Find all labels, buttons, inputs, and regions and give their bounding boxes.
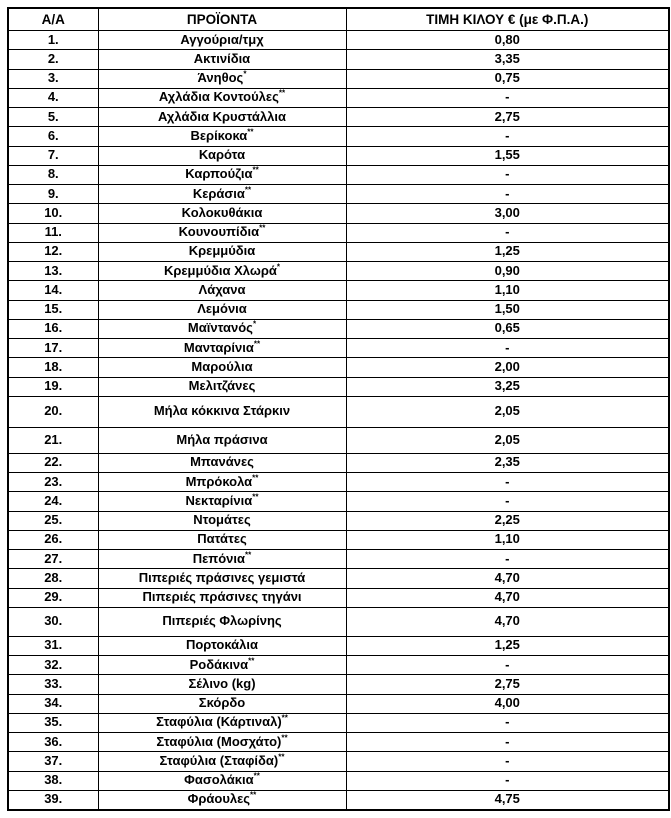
product-name-cell: Νεκταρίνια** bbox=[98, 492, 346, 511]
footnote-marker: ** bbox=[281, 733, 288, 743]
col-header-price: ΤΙΜΗ ΚΙΛΟΥ € (με Φ.Π.Α.) bbox=[346, 8, 669, 31]
product-name-cell: Αχλάδια Κοντούλες** bbox=[98, 88, 346, 107]
product-name-cell: Μπρόκολα** bbox=[98, 473, 346, 492]
table-row bbox=[8, 771, 669, 790]
row-number-cell: 20. bbox=[8, 396, 98, 427]
price-cell: 4,75 bbox=[346, 790, 669, 810]
table-row bbox=[8, 656, 669, 675]
footnote-marker: ** bbox=[259, 223, 266, 233]
row-number-cell: 27. bbox=[8, 550, 98, 569]
price-cell: 0,80 bbox=[346, 31, 669, 50]
row-number-cell: 18. bbox=[8, 358, 98, 377]
row-number-cell: 23. bbox=[8, 473, 98, 492]
price-cell: - bbox=[346, 733, 669, 752]
price-cell: 0,90 bbox=[346, 262, 669, 281]
product-name-cell: Κρεμμύδια bbox=[98, 242, 346, 261]
product-name-cell: Κουνουπίδια** bbox=[98, 223, 346, 242]
row-number-cell: 9. bbox=[8, 185, 98, 204]
price-cell: 4,70 bbox=[346, 607, 669, 636]
product-name-cell: Σκόρδο bbox=[98, 694, 346, 713]
table-row bbox=[8, 146, 669, 165]
price-cell: - bbox=[346, 473, 669, 492]
product-name-cell: Μπανάνες bbox=[98, 453, 346, 472]
price-cell: 0,65 bbox=[346, 319, 669, 338]
product-name-cell: Λεμόνια bbox=[98, 300, 346, 319]
product-name-cell: Ντομάτες bbox=[98, 511, 346, 530]
table-body bbox=[8, 31, 669, 811]
price-cell: 4,00 bbox=[346, 694, 669, 713]
row-number-cell: 32. bbox=[8, 656, 98, 675]
row-number-cell: 26. bbox=[8, 530, 98, 549]
product-name-cell: Μανταρίνια** bbox=[98, 339, 346, 358]
price-cell: - bbox=[346, 492, 669, 511]
row-number-cell: 7. bbox=[8, 146, 98, 165]
product-name-cell: Μήλα κόκκινα Στάρκιν bbox=[98, 396, 346, 427]
row-number-cell: 15. bbox=[8, 300, 98, 319]
product-name-cell: Πιπεριές πράσινες γεμιστά bbox=[98, 569, 346, 588]
price-cell: - bbox=[346, 185, 669, 204]
price-cell: 2,35 bbox=[346, 453, 669, 472]
table-row bbox=[8, 31, 669, 50]
footnote-marker: ** bbox=[253, 771, 260, 781]
price-cell: 3,25 bbox=[346, 377, 669, 396]
product-name-cell: Φράουλες** bbox=[98, 790, 346, 810]
row-number-cell: 35. bbox=[8, 713, 98, 732]
row-number-cell: 13. bbox=[8, 262, 98, 281]
table-row bbox=[8, 453, 669, 472]
product-name-cell: Σταφύλια (Κάρτιναλ)** bbox=[98, 713, 346, 732]
product-name-cell: Μαϊντανός* bbox=[98, 319, 346, 338]
table-row bbox=[8, 588, 669, 607]
price-cell: 1,50 bbox=[346, 300, 669, 319]
product-name-cell: Κολοκυθάκια bbox=[98, 204, 346, 223]
table-row bbox=[8, 607, 669, 636]
row-number-cell: 34. bbox=[8, 694, 98, 713]
price-cell: 2,00 bbox=[346, 358, 669, 377]
table-row bbox=[8, 319, 669, 338]
table-row bbox=[8, 694, 669, 713]
price-cell: - bbox=[346, 713, 669, 732]
row-number-cell: 16. bbox=[8, 319, 98, 338]
table-row bbox=[8, 223, 669, 242]
price-cell: 4,70 bbox=[346, 588, 669, 607]
table-row bbox=[8, 752, 669, 771]
table-row bbox=[8, 339, 669, 358]
table-row bbox=[8, 358, 669, 377]
price-cell: - bbox=[346, 165, 669, 184]
row-number-cell: 12. bbox=[8, 242, 98, 261]
price-cell: 2,05 bbox=[346, 396, 669, 427]
table-row bbox=[8, 790, 669, 810]
price-cell: - bbox=[346, 88, 669, 107]
table-row bbox=[8, 50, 669, 69]
row-number-cell: 4. bbox=[8, 88, 98, 107]
product-name-cell: Ροδάκινα** bbox=[98, 656, 346, 675]
price-cell: 2,25 bbox=[346, 511, 669, 530]
price-cell: - bbox=[346, 339, 669, 358]
price-cell: 1,25 bbox=[346, 636, 669, 655]
footnote-marker: * bbox=[252, 320, 257, 330]
col-header-index: Α/Α bbox=[8, 8, 98, 31]
table-row bbox=[8, 492, 669, 511]
row-number-cell: 38. bbox=[8, 771, 98, 790]
price-cell: - bbox=[346, 550, 669, 569]
table-row bbox=[8, 185, 669, 204]
product-name-cell: Πορτοκάλια bbox=[98, 636, 346, 655]
product-name-cell: Μήλα πράσινα bbox=[98, 427, 346, 453]
footnote-marker: ** bbox=[252, 166, 259, 176]
product-name-cell: Αχλάδια Κρυστάλλια bbox=[98, 108, 346, 127]
price-cell: - bbox=[346, 771, 669, 790]
footnote-marker: ** bbox=[245, 550, 252, 560]
product-name-cell: Κρεμμύδια Χλωρά* bbox=[98, 262, 346, 281]
table-row bbox=[8, 713, 669, 732]
row-number-cell: 24. bbox=[8, 492, 98, 511]
row-number-cell: 11. bbox=[8, 223, 98, 242]
footnote-marker: ** bbox=[250, 791, 257, 801]
price-table bbox=[7, 7, 670, 811]
product-name-cell: Σταφύλια (Μοσχάτο)** bbox=[98, 733, 346, 752]
table-row bbox=[8, 511, 669, 530]
row-number-cell: 25. bbox=[8, 511, 98, 530]
product-name-cell: Βερίκοκα** bbox=[98, 127, 346, 146]
row-number-cell: 8. bbox=[8, 165, 98, 184]
table-row bbox=[8, 377, 669, 396]
table-row bbox=[8, 88, 669, 107]
product-name-cell: Φασολάκια** bbox=[98, 771, 346, 790]
price-cell: - bbox=[346, 656, 669, 675]
price-cell: - bbox=[346, 752, 669, 771]
header-row bbox=[8, 8, 669, 31]
row-number-cell: 30. bbox=[8, 607, 98, 636]
row-number-cell: 2. bbox=[8, 50, 98, 69]
row-number-cell: 37. bbox=[8, 752, 98, 771]
price-cell: 0,75 bbox=[346, 69, 669, 88]
table-row bbox=[8, 281, 669, 300]
row-number-cell: 5. bbox=[8, 108, 98, 127]
row-number-cell: 14. bbox=[8, 281, 98, 300]
price-cell: 3,35 bbox=[346, 50, 669, 69]
product-name-cell: Ακτινίδια bbox=[98, 50, 346, 69]
product-name-cell: Σταφύλια (Σταφίδα)** bbox=[98, 752, 346, 771]
row-number-cell: 17. bbox=[8, 339, 98, 358]
footnote-marker: ** bbox=[281, 714, 288, 724]
table-row bbox=[8, 396, 669, 427]
row-number-cell: 31. bbox=[8, 636, 98, 655]
row-number-cell: 21. bbox=[8, 427, 98, 453]
price-cell: 2,05 bbox=[346, 427, 669, 453]
row-number-cell: 10. bbox=[8, 204, 98, 223]
table-row bbox=[8, 427, 669, 453]
row-number-cell: 33. bbox=[8, 675, 98, 694]
table-row bbox=[8, 473, 669, 492]
table-row bbox=[8, 165, 669, 184]
table-row bbox=[8, 242, 669, 261]
row-number-cell: 6. bbox=[8, 127, 98, 146]
table-row bbox=[8, 569, 669, 588]
table-row bbox=[8, 69, 669, 88]
product-name-cell: Καρπούζια** bbox=[98, 165, 346, 184]
table-row bbox=[8, 733, 669, 752]
table-row bbox=[8, 204, 669, 223]
table-row bbox=[8, 675, 669, 694]
col-header-products: ΠΡΟΪΟΝΤΑ bbox=[98, 8, 346, 31]
price-cell: 1,10 bbox=[346, 530, 669, 549]
price-cell: 2,75 bbox=[346, 108, 669, 127]
table-row bbox=[8, 300, 669, 319]
product-name-cell: Πεπόνια** bbox=[98, 550, 346, 569]
product-name-cell: Λάχανα bbox=[98, 281, 346, 300]
product-name-cell: Πιπεριές Φλωρίνης bbox=[98, 607, 346, 636]
price-cell: - bbox=[346, 127, 669, 146]
price-cell: 2,75 bbox=[346, 675, 669, 694]
row-number-cell: 39. bbox=[8, 790, 98, 810]
row-number-cell: 3. bbox=[8, 69, 98, 88]
table-row bbox=[8, 262, 669, 281]
price-cell: 1,55 bbox=[346, 146, 669, 165]
row-number-cell: 28. bbox=[8, 569, 98, 588]
table-row bbox=[8, 550, 669, 569]
price-cell: - bbox=[346, 223, 669, 242]
table-row bbox=[8, 530, 669, 549]
price-cell: 3,00 bbox=[346, 204, 669, 223]
footnote-marker: ** bbox=[252, 473, 259, 483]
row-number-cell: 36. bbox=[8, 733, 98, 752]
row-number-cell: 22. bbox=[8, 453, 98, 472]
row-number-cell: 1. bbox=[8, 31, 98, 50]
price-cell: 1,10 bbox=[346, 281, 669, 300]
row-number-cell: 29. bbox=[8, 588, 98, 607]
footnote-marker: ** bbox=[253, 339, 261, 349]
footnote-marker: ** bbox=[248, 656, 255, 666]
table-row bbox=[8, 127, 669, 146]
product-name-cell: Καρότα bbox=[98, 146, 346, 165]
price-cell: 4,70 bbox=[346, 569, 669, 588]
footnote-marker: ** bbox=[278, 752, 285, 762]
footnote-marker: * bbox=[243, 69, 247, 79]
product-name-cell: Άνηθος* bbox=[98, 69, 346, 88]
product-name-cell: Αγγούρια/τμχ bbox=[98, 31, 346, 50]
table-row bbox=[8, 108, 669, 127]
footnote-marker: ** bbox=[247, 127, 254, 137]
footnote-marker: ** bbox=[252, 492, 259, 502]
footnote-marker: * bbox=[276, 262, 281, 272]
product-name-cell: Μαρούλια bbox=[98, 358, 346, 377]
row-number-cell: 19. bbox=[8, 377, 98, 396]
product-name-cell: Μελιτζάνες bbox=[98, 377, 346, 396]
price-cell: 1,25 bbox=[346, 242, 669, 261]
product-name-cell: Πατάτες bbox=[98, 530, 346, 549]
product-name-cell: Πιπεριές πράσινες τηγάνι bbox=[98, 588, 346, 607]
product-name-cell: Κεράσια** bbox=[98, 185, 346, 204]
table-row bbox=[8, 636, 669, 655]
product-name-cell: Σέλινο (kg) bbox=[98, 675, 346, 694]
footnote-marker: ** bbox=[278, 89, 286, 99]
footnote-marker: ** bbox=[244, 185, 252, 195]
